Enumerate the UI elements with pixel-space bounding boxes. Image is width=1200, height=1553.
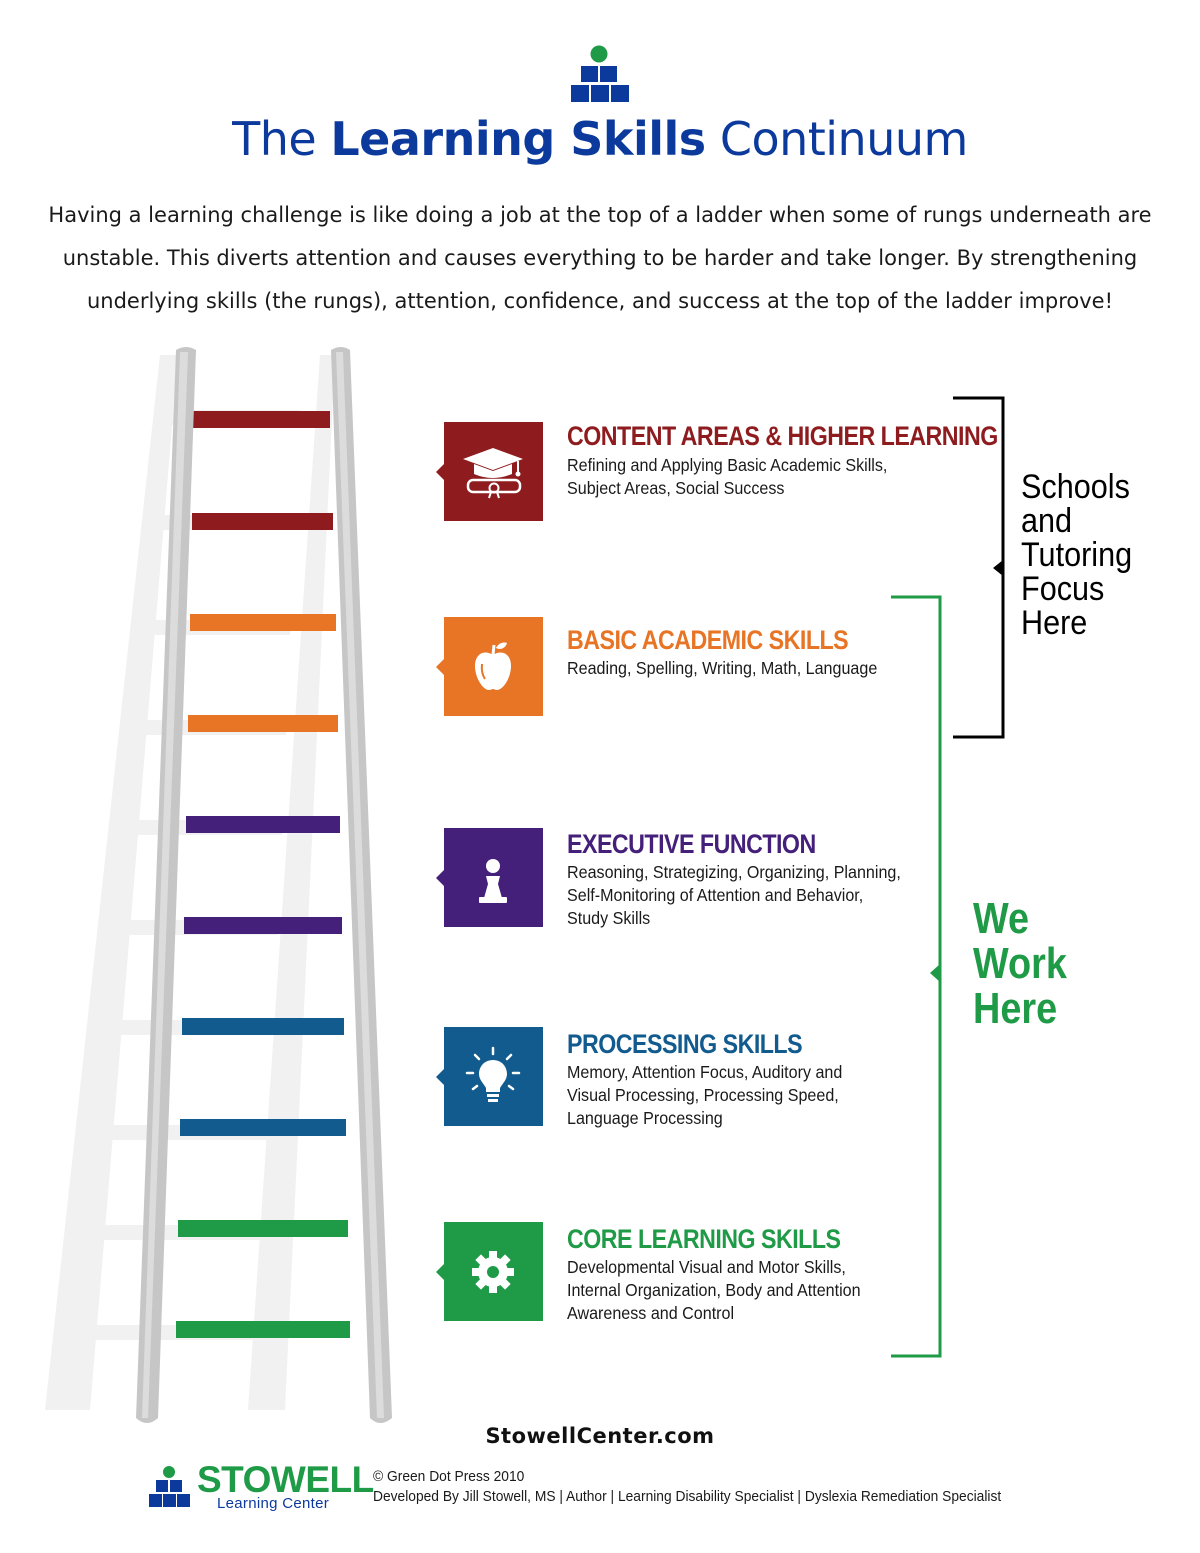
title-pre: The bbox=[232, 112, 331, 166]
rung bbox=[192, 513, 333, 530]
skill-desc-basic-academic: Reading, Spelling, Writing, Math, Language bbox=[567, 658, 878, 678]
brand-name: STOWELL bbox=[197, 1459, 374, 1500]
rung bbox=[176, 1321, 350, 1338]
page-title bbox=[0, 112, 1200, 166]
chess-pawn-icon bbox=[444, 828, 543, 927]
intro-paragraph: Having a learning challenge is like doing a job at the top of a ladder when some of rungs underneath are unstable. This diverts attention and causes everything to be harder and take longer. By strengthening underlying skills (the rungs), attention, confidence, and success at the top of the ladder improve! bbox=[48, 203, 1152, 313]
skill-title-executive-function: EXECUTIVE FUNCTION bbox=[567, 829, 816, 859]
rung bbox=[193, 411, 330, 428]
footer-logo-icon bbox=[147, 1465, 193, 1509]
apple-icon bbox=[444, 617, 543, 716]
lightbulb-icon bbox=[444, 1027, 543, 1126]
skill-box-executive-function bbox=[444, 828, 543, 927]
rung bbox=[188, 715, 338, 732]
credits-text: Developed By Jill Stowell, MS | Author | Learning Disability Specialist | Dyslexia Remediation Specialist bbox=[373, 1488, 1002, 1505]
skill-desc-processing: Memory, Attention Focus, Auditory and Visual Processing, Processing Speed, Language Processing bbox=[567, 1062, 843, 1128]
skill-desc-content-areas: Refining and Applying Basic Academic Skills, Subject Areas, Social Success bbox=[567, 455, 888, 498]
top-logo-icon bbox=[568, 44, 632, 106]
title-post: Continuum bbox=[705, 112, 968, 166]
skill-box-content-areas bbox=[444, 422, 543, 521]
skill-desc-core-learning: Developmental Visual and Motor Skills, Internal Organization, Body and Attention Awareness and Control bbox=[567, 1257, 861, 1323]
skill-title-basic-academic: BASIC ACADEMIC SKILLS bbox=[567, 625, 849, 655]
website-link[interactable]: StowellCenter.com bbox=[485, 1424, 715, 1448]
graduation-cap-icon bbox=[444, 422, 543, 521]
we-work-here-label: We Work Here bbox=[973, 894, 1067, 1033]
skill-box-basic-academic bbox=[444, 617, 543, 716]
skill-desc-executive-function: Reasoning, Strategizing, Organizing, Planning, Self-Monitoring of Attention and Behavior, Study Skills bbox=[567, 862, 901, 928]
rung bbox=[186, 816, 340, 833]
copyright-text: © Green Dot Press 2010 bbox=[373, 1468, 525, 1485]
gear-icon bbox=[444, 1222, 543, 1321]
rung bbox=[182, 1018, 344, 1035]
skill-box-core-learning bbox=[444, 1222, 543, 1321]
ladder-illustration bbox=[30, 340, 410, 1430]
rung bbox=[190, 614, 336, 631]
skill-title-core-learning: CORE LEARNING SKILLS bbox=[567, 1224, 841, 1254]
brand-subtitle: Learning Center bbox=[217, 1495, 330, 1512]
title-bold: Learning Skills bbox=[330, 112, 706, 166]
schools-focus-label: Schools and Tutoring Focus Here bbox=[1021, 468, 1133, 642]
skill-title-content-areas: CONTENT AREAS & HIGHER LEARNING bbox=[567, 421, 998, 451]
rung bbox=[178, 1220, 348, 1237]
rung bbox=[180, 1119, 346, 1136]
rung bbox=[184, 917, 342, 934]
skill-title-processing: PROCESSING SKILLS bbox=[567, 1029, 803, 1059]
skill-box-processing bbox=[444, 1027, 543, 1126]
we-work-bracket bbox=[888, 594, 948, 1360]
schools-bracket bbox=[950, 395, 1010, 741]
